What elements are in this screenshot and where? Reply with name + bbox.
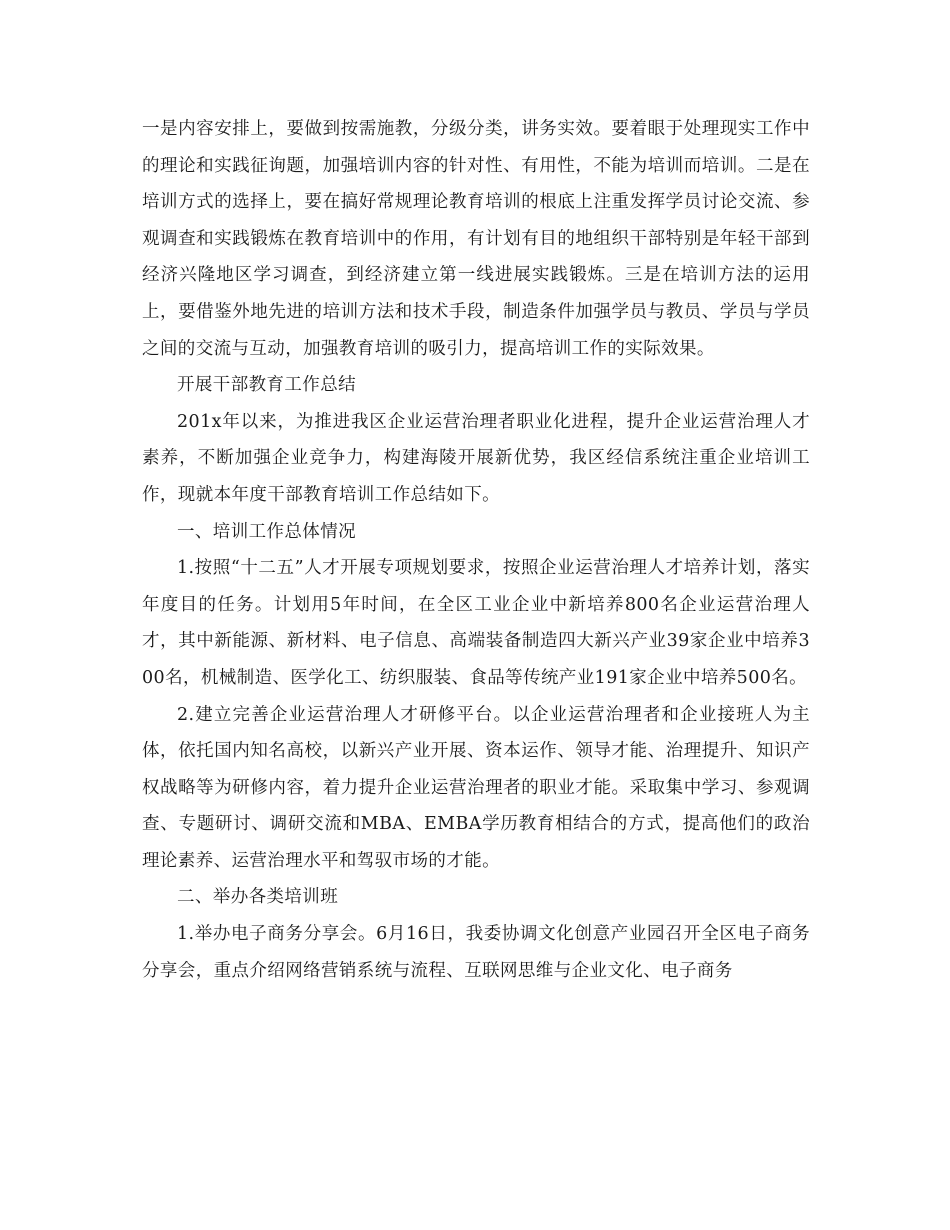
section-heading-summary: 开展干部教育工作总结 (177, 375, 356, 396)
paragraph-ecommerce: 1.举办电子商务分享会。6月16日，我委协调文化创意产业园召开全区电子商务分享会，重点介绍网络营销系统与流程、互联网思维与企业文化、电子商务 (142, 924, 810, 981)
section-heading-overview: 一、培训工作总体情况 (177, 521, 356, 542)
paragraph-intro: 201x年以来，为推进我区企业运营治理者职业化进程，提升企业运营治理人才素养，不断加强企业竞争力，构建海陵开展新优势，我区经信系统注重企业培训工作，现就本年度干部教育培训工作总结如下。 (142, 411, 810, 505)
paragraph-item-1: 1.按照“十二五”人才开展专项规划要求，按照企业运营治理人才培养计划，落实年度目的任务。计划用5年时间，在全区工业企业中新培养800名企业运营治理人才，其中新能源、新材料、电子信息、高端装备制造四大新兴产业39家企业中培养300名，机械制造、医学化工、纺织服装、食品等传统产业191家企业中培养500名。 (142, 558, 810, 688)
paragraph-item-2: 2.建立完善企业运营治理人才研修平台。以企业运营治理者和企业接班人为主体，依托国内知名高校，以新兴产业开展、资本运作、领导才能、治理提升、知识产权战略等为研修内容，着力提升企业运营治理者的职业才能。采取集中学习、参观调查、专题研讨、调研交流和MBA、EMBA学历教育相结合的方式，提高他们的政治理论素养、运营治理水平和驾驭市场的才能。 (142, 704, 810, 871)
section-heading-training-classes: 二、举办各类培训班 (177, 887, 339, 908)
document-body (142, 111, 810, 989)
paragraph-training-requirements: 一是内容安排上，要做到按需施教，分级分类，讲务实效。要着眼于处理现实工作中的理论和实践征询题，加强培训内容的针对性、有用性，不能为培训而培训。二是在培训方式的选择上，要在搞好常规理论教育培训的根底上注重发挥学员讨论交流、参观调查和实践锻炼在教育培训中的作用，有计划有目的地组织干部特别是年轻干部到经济兴隆地区学习调查，到经济建立第一线进展实践锻炼。三是在培训方法的运用上，要借鉴外地先进的培训方法和技术手段，制造条件加强学员与教员、学员与学员之间的交流与互动，加强教育培训的吸引力，提高培训工作的实际效果。 (142, 119, 810, 359)
